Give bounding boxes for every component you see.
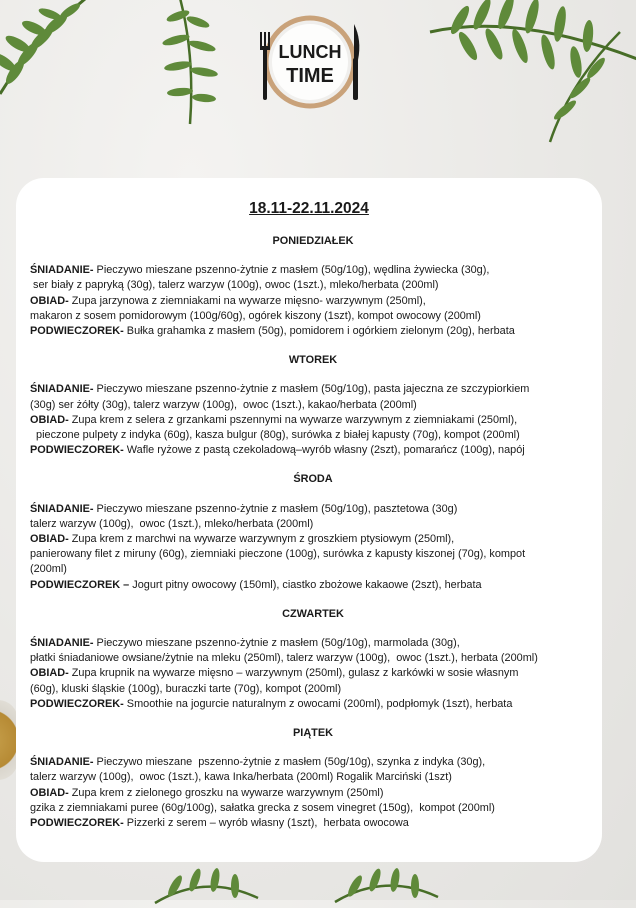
meal-text: płatki śniadaniowe owsiane/żytnie na mleku (250ml), talerz warzyw (100g), owoc (1szt.), herbata (200ml) (30, 652, 538, 665)
meal-label: OBIAD- (30, 667, 69, 680)
meal-label: PODWIECZOREK- (30, 444, 124, 457)
meal-line (30, 578, 596, 593)
meal-line (30, 502, 596, 517)
day-meals (30, 755, 596, 831)
meal-label: OBIAD- (30, 413, 69, 426)
day-meals (30, 636, 596, 712)
meal-line (30, 413, 596, 428)
day-heading: WTOREK (288, 354, 338, 367)
meal-text: pieczone pulpety z indyka (60g), kasza bulgur (80g), surówka z białej kapusty (70g), kompot (200ml) (30, 429, 520, 442)
meal-text: (200ml) (30, 563, 67, 576)
meal-text: Pieczywo mieszane pszenno-żytnie z masłem (50g/10g), pasta jajeczna ze szczypiorkiem (93, 383, 530, 396)
meal-line (30, 532, 596, 547)
meal-line (30, 309, 596, 324)
fern-leaf-bottom-right-icon (330, 862, 440, 907)
meal-label: OBIAD- (30, 294, 69, 307)
meal-line (30, 294, 596, 309)
meal-line (30, 263, 596, 278)
meal-line (30, 682, 596, 697)
fern-leaf-top-center-icon (150, 0, 230, 126)
meal-text: Pieczywo mieszane pszenno-żytnie z masłem (50g/10g), szynka z indyka (30g), (93, 756, 486, 769)
fern-leaf-top-left-icon (0, 0, 110, 104)
day-heading: PONIEDZIAŁEK (272, 235, 354, 247)
meal-text: Zupa krem z selera z grzankami pszennymi na wywarze warzywnym z ziemniakami (250ml), (68, 413, 518, 426)
plate-icon (272, 24, 348, 100)
meal-line (30, 382, 596, 397)
meal-label: ŚNIADANIE- (30, 637, 94, 650)
knife-icon (353, 24, 359, 100)
meal-text: (30g) ser żółty (30g), talerz warzyw (100g), owoc (1szt.), kakao/herbata (200ml) (30, 398, 417, 411)
meal-label: OBIAD- (30, 786, 69, 799)
meal-label: PODWIECZOREK- (30, 325, 124, 338)
meal-text: Zupa krupnik na wywarze mięsno – warzywnym (250ml), gulasz z karkówki w sosie własnym (68, 667, 519, 680)
day-heading: ŚRODA (293, 473, 333, 486)
meal-label: PODWIECZOREK- (30, 697, 124, 710)
meal-line (30, 786, 596, 801)
meal-line (30, 801, 596, 816)
meal-line (30, 547, 596, 562)
day-heading: CZWARTEK (282, 607, 344, 620)
meal-line (30, 666, 596, 681)
day-heading: PIĄTEK (293, 727, 333, 740)
day-meals (30, 502, 596, 593)
meal-line (30, 651, 596, 666)
meal-text: makaron z sosem pomidorowym (100g/60g), ogórek kiszony (1szt), kompot owocowy (200ml) (30, 309, 481, 322)
meal-text: Pieczywo mieszane pszenno-żytnie z masłem (50g/10g), pasztetowa (30g) (93, 502, 458, 515)
meal-label: PODWIECZOREK- (30, 817, 124, 830)
meal-text: Smoothie na jogurcie naturalnym z owocami (200ml), podpłomyk (1szt), herbata (123, 697, 513, 710)
meal-line (30, 428, 596, 443)
meal-text: Jogurt pitny owocowy (150ml), ciastko zbożowe kakaowe (2szt), herbata (129, 578, 482, 591)
lunch-time-logo (252, 14, 368, 110)
meal-text: ser biały z papryką (30g), talerz warzyw (100g), owoc (1szt.), mleko/herbata (200ml) (30, 279, 439, 292)
meal-text: Zupa krem z marchwi na wywarze warzywnym z groszkiem ptysiowym (250ml), (68, 533, 455, 546)
meal-text: talerz warzyw (100g), owoc (1szt.), kawa Inka/herbata (200ml) Rogalik Marciński (1szt) (30, 771, 452, 784)
menu-days (30, 234, 596, 845)
meal-label: ŚNIADANIE- (30, 756, 94, 769)
meal-text: talerz warzyw (100g), owoc (1szt.), mleko/herbata (200ml) (30, 517, 314, 530)
meal-text: Wafle ryżowe z pastą czekoladową–wyrób własny (2szt), pomarańcz (100g), napój (123, 444, 525, 457)
meal-text: panierowany filet z miruny (60g), ziemniaki pieczone (100g), surówka z kapusty kiszonej (70g), kompot (30, 548, 526, 561)
fern-leaf-bottom-left-icon (150, 858, 260, 908)
meal-label: PODWIECZOREK – (30, 578, 130, 591)
meal-text: gzika z ziemniakami puree (60g/100g), sałatka grecka z sosem vinegret (150g), kompot (200ml) (30, 801, 495, 814)
meal-label: OBIAD- (30, 533, 69, 546)
date-range: 18.11-22.11.2024 (249, 200, 369, 217)
meal-label: ŚNIADANIE- (30, 383, 94, 396)
fern-leaf-top-right-icon (420, 0, 636, 152)
logo-line2: TIME (286, 65, 334, 87)
meal-line (30, 443, 596, 458)
meal-line (30, 770, 596, 785)
meal-line (30, 562, 596, 577)
meal-line (30, 324, 596, 339)
meal-label: ŚNIADANIE- (30, 502, 94, 515)
meal-text: (60g), kluski śląskie (100g), buraczki tarte (70g), kompot (200ml) (30, 682, 342, 695)
meal-text: Zupa krem z zielonego groszku na wywarze warzywnym (250ml) (68, 786, 384, 799)
meal-line (30, 517, 596, 532)
meal-line (30, 398, 596, 413)
day-meals (30, 263, 596, 339)
meal-text: Pieczywo mieszane pszenno-żytnie z masłem (50g/10g), marmolada (30g), (93, 637, 460, 650)
meal-text: Pieczywo mieszane pszenno-żytnie z masłem (50g/10g), wędlina żywiecka (30g), (93, 264, 490, 277)
day-meals (30, 382, 596, 458)
meal-line (30, 755, 596, 770)
meal-line (30, 697, 596, 712)
meal-text: Pizzerki z serem – wyrób własny (1szt), herbata owocowa (123, 817, 409, 830)
meal-text: Bułka grahamka z masłem (50g), pomidorem i ogórkiem zielonym (20g), herbata (123, 325, 515, 338)
meal-line (30, 636, 596, 651)
meal-label: ŚNIADANIE- (30, 264, 94, 277)
meal-line (30, 278, 596, 293)
meal-text: Zupa jarzynowa z ziemniakami na wywarze mięsno- warzywnym (250ml), (68, 294, 426, 307)
logo-line1: LUNCH (278, 42, 342, 62)
menu-card (16, 178, 602, 862)
meal-line (30, 816, 596, 831)
